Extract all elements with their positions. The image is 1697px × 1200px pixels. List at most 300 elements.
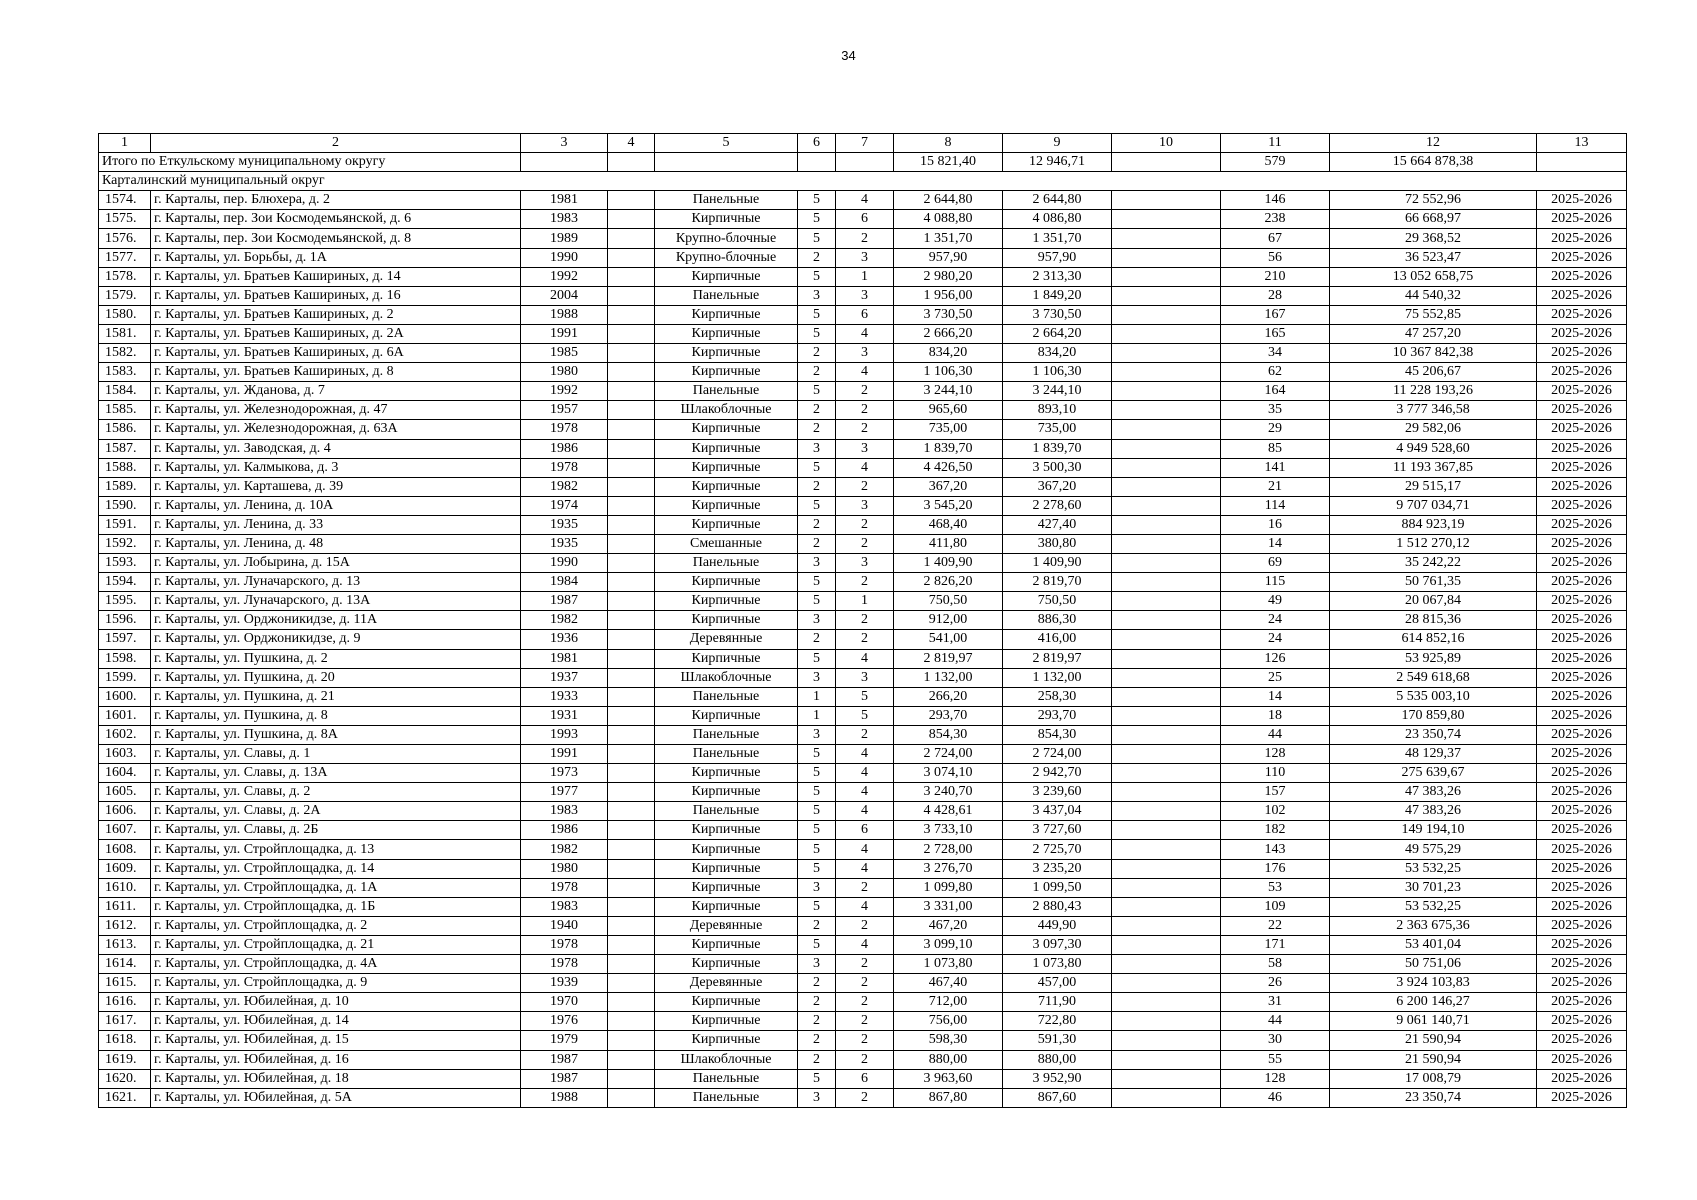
address: г. Карталы, ул. Братьев Кашириных, д. 2А — [151, 324, 521, 343]
summary-cell — [1537, 153, 1627, 172]
wall-material: Панельные — [655, 1069, 798, 1088]
year-renovated — [608, 611, 655, 630]
row-number: 1575. — [99, 210, 151, 229]
cost: 170 859,80 — [1330, 706, 1537, 725]
year-renovated — [608, 191, 655, 210]
row-number: 1599. — [99, 668, 151, 687]
col-10 — [1112, 458, 1221, 477]
total-area: 854,30 — [894, 725, 1003, 744]
floors: 2 — [798, 1012, 836, 1031]
residents: 110 — [1221, 764, 1330, 783]
year-renovated — [608, 725, 655, 744]
period: 2025-2026 — [1537, 477, 1627, 496]
entrances: 4 — [836, 897, 894, 916]
living-area: 880,00 — [1003, 1050, 1112, 1069]
row-number: 1603. — [99, 745, 151, 764]
year-renovated — [608, 630, 655, 649]
period: 2025-2026 — [1537, 821, 1627, 840]
floors: 2 — [798, 534, 836, 553]
year-renovated — [608, 267, 655, 286]
period: 2025-2026 — [1537, 458, 1627, 477]
row-number: 1615. — [99, 974, 151, 993]
total-area: 293,70 — [894, 706, 1003, 725]
table-row — [99, 878, 1627, 897]
period: 2025-2026 — [1537, 783, 1627, 802]
living-area: 3 500,30 — [1003, 458, 1112, 477]
summary-cell — [1112, 153, 1221, 172]
living-area: 427,40 — [1003, 515, 1112, 534]
residents: 55 — [1221, 1050, 1330, 1069]
residents: 18 — [1221, 706, 1330, 725]
year-renovated — [608, 783, 655, 802]
living-area: 380,80 — [1003, 534, 1112, 553]
table-row — [99, 267, 1627, 286]
period: 2025-2026 — [1537, 1069, 1627, 1088]
wall-material: Кирпичные — [655, 420, 798, 439]
period: 2025-2026 — [1537, 668, 1627, 687]
floors: 5 — [798, 305, 836, 324]
col-10 — [1112, 840, 1221, 859]
total-area: 2 728,00 — [894, 840, 1003, 859]
period: 2025-2026 — [1537, 859, 1627, 878]
row-number: 1608. — [99, 840, 151, 859]
living-area: 1 132,00 — [1003, 668, 1112, 687]
summary-cost: 15 664 878,38 — [1330, 153, 1537, 172]
residents: 167 — [1221, 305, 1330, 324]
year-renovated — [608, 668, 655, 687]
wall-material: Кирпичные — [655, 955, 798, 974]
period: 2025-2026 — [1537, 496, 1627, 515]
year-renovated — [608, 764, 655, 783]
row-number: 1580. — [99, 305, 151, 324]
row-number: 1602. — [99, 725, 151, 744]
year-built: 1957 — [521, 401, 608, 420]
total-area: 756,00 — [894, 1012, 1003, 1031]
year-built: 1936 — [521, 630, 608, 649]
wall-material: Кирпичные — [655, 324, 798, 343]
summary-row — [99, 153, 1627, 172]
total-area: 3 074,10 — [894, 764, 1003, 783]
entrances: 5 — [836, 687, 894, 706]
table-row — [99, 783, 1627, 802]
living-area: 3 952,90 — [1003, 1069, 1112, 1088]
year-renovated — [608, 515, 655, 534]
cost: 53 925,89 — [1330, 649, 1537, 668]
entrances: 6 — [836, 821, 894, 840]
year-built: 1940 — [521, 916, 608, 935]
entrances: 2 — [836, 1031, 894, 1050]
floors: 2 — [798, 477, 836, 496]
residents: 141 — [1221, 458, 1330, 477]
period: 2025-2026 — [1537, 344, 1627, 363]
year-built: 1991 — [521, 745, 608, 764]
year-renovated — [608, 248, 655, 267]
table-row — [99, 515, 1627, 534]
wall-material: Кирпичные — [655, 1012, 798, 1031]
total-area: 2 666,20 — [894, 324, 1003, 343]
living-area: 3 727,60 — [1003, 821, 1112, 840]
residents: 30 — [1221, 1031, 1330, 1050]
row-number: 1610. — [99, 878, 151, 897]
year-renovated — [608, 534, 655, 553]
col-10 — [1112, 859, 1221, 878]
wall-material: Кирпичные — [655, 878, 798, 897]
table-row — [99, 897, 1627, 916]
wall-material: Кирпичные — [655, 344, 798, 363]
floors: 5 — [798, 783, 836, 802]
total-area: 4 088,80 — [894, 210, 1003, 229]
floors: 5 — [798, 745, 836, 764]
period: 2025-2026 — [1537, 764, 1627, 783]
floors: 3 — [798, 439, 836, 458]
residents: 176 — [1221, 859, 1330, 878]
year-renovated — [608, 649, 655, 668]
year-renovated — [608, 897, 655, 916]
total-area: 3 244,10 — [894, 382, 1003, 401]
table-row — [99, 1012, 1627, 1031]
cost: 35 242,22 — [1330, 554, 1537, 573]
row-number: 1621. — [99, 1088, 151, 1107]
cost: 75 552,85 — [1330, 305, 1537, 324]
year-built: 1937 — [521, 668, 608, 687]
wall-material: Кирпичные — [655, 496, 798, 515]
row-number: 1604. — [99, 764, 151, 783]
cost: 30 701,23 — [1330, 878, 1537, 897]
row-number: 1581. — [99, 324, 151, 343]
col-10 — [1112, 420, 1221, 439]
column-number-row — [99, 134, 1627, 153]
wall-material: Кирпичные — [655, 363, 798, 382]
entrances: 2 — [836, 955, 894, 974]
total-area: 2 819,97 — [894, 649, 1003, 668]
residents: 16 — [1221, 515, 1330, 534]
col-10 — [1112, 344, 1221, 363]
cost: 48 129,37 — [1330, 745, 1537, 764]
entrances: 5 — [836, 706, 894, 725]
wall-material: Кирпичные — [655, 611, 798, 630]
period: 2025-2026 — [1537, 1031, 1627, 1050]
period: 2025-2026 — [1537, 802, 1627, 821]
wall-material: Кирпичные — [655, 993, 798, 1012]
col-10 — [1112, 706, 1221, 725]
living-area: 1 849,20 — [1003, 286, 1112, 305]
living-area: 3 097,30 — [1003, 935, 1112, 954]
residents: 102 — [1221, 802, 1330, 821]
summary-living-area: 12 946,71 — [1003, 153, 1112, 172]
wall-material: Кирпичные — [655, 439, 798, 458]
residents: 31 — [1221, 993, 1330, 1012]
total-area: 1 409,90 — [894, 554, 1003, 573]
total-area: 2 980,20 — [894, 267, 1003, 286]
cost: 50 751,06 — [1330, 955, 1537, 974]
table-row — [99, 840, 1627, 859]
period: 2025-2026 — [1537, 630, 1627, 649]
address: г. Карталы, ул. Братьев Кашириных, д. 2 — [151, 305, 521, 324]
address: г. Карталы, ул. Славы, д. 2А — [151, 802, 521, 821]
total-area: 4 426,50 — [894, 458, 1003, 477]
summary-cell — [655, 153, 798, 172]
address: г. Карталы, ул. Славы, д. 1 — [151, 745, 521, 764]
living-area: 449,90 — [1003, 916, 1112, 935]
section-title: Карталинский муниципальный округ — [99, 172, 1627, 191]
period: 2025-2026 — [1537, 401, 1627, 420]
living-area: 867,60 — [1003, 1088, 1112, 1107]
period: 2025-2026 — [1537, 955, 1627, 974]
living-area: 4 086,80 — [1003, 210, 1112, 229]
residents: 210 — [1221, 267, 1330, 286]
total-area: 3 545,20 — [894, 496, 1003, 515]
column-number: 7 — [836, 134, 894, 153]
entrances: 3 — [836, 554, 894, 573]
total-area: 1 099,80 — [894, 878, 1003, 897]
floors: 5 — [798, 649, 836, 668]
summary-cell — [836, 153, 894, 172]
entrances: 3 — [836, 439, 894, 458]
year-built: 1984 — [521, 573, 608, 592]
table-row — [99, 935, 1627, 954]
col-10 — [1112, 554, 1221, 573]
table-row — [99, 859, 1627, 878]
wall-material: Кирпичные — [655, 783, 798, 802]
total-area: 367,20 — [894, 477, 1003, 496]
column-number: 4 — [608, 134, 655, 153]
wall-material: Панельные — [655, 802, 798, 821]
entrances: 2 — [836, 382, 894, 401]
table-row — [99, 706, 1627, 725]
wall-material: Кирпичные — [655, 821, 798, 840]
residents: 56 — [1221, 248, 1330, 267]
col-10 — [1112, 649, 1221, 668]
year-built: 1979 — [521, 1031, 608, 1050]
living-area: 2 819,70 — [1003, 573, 1112, 592]
col-10 — [1112, 573, 1221, 592]
wall-material: Кирпичные — [655, 305, 798, 324]
entrances: 4 — [836, 191, 894, 210]
total-area: 3 276,70 — [894, 859, 1003, 878]
table-row — [99, 611, 1627, 630]
address: г. Карталы, ул. Ленина, д. 48 — [151, 534, 521, 553]
residents: 26 — [1221, 974, 1330, 993]
address: г. Карталы, ул. Лобырина, д. 15А — [151, 554, 521, 573]
address: г. Карталы, ул. Железнодорожная, д. 63А — [151, 420, 521, 439]
residents: 24 — [1221, 630, 1330, 649]
col-10 — [1112, 1012, 1221, 1031]
entrances: 4 — [836, 745, 894, 764]
period: 2025-2026 — [1537, 554, 1627, 573]
floors: 1 — [798, 706, 836, 725]
year-renovated — [608, 554, 655, 573]
floors: 2 — [798, 630, 836, 649]
residents: 49 — [1221, 592, 1330, 611]
period: 2025-2026 — [1537, 210, 1627, 229]
year-renovated — [608, 592, 655, 611]
living-area: 3 244,10 — [1003, 382, 1112, 401]
address: г. Карталы, ул. Заводская, д. 4 — [151, 439, 521, 458]
address: г. Карталы, ул. Пушкина, д. 2 — [151, 649, 521, 668]
entrances: 2 — [836, 1088, 894, 1107]
address: г. Карталы, ул. Луначарского, д. 13А — [151, 592, 521, 611]
cost: 50 761,35 — [1330, 573, 1537, 592]
year-renovated — [608, 286, 655, 305]
wall-material: Панельные — [655, 286, 798, 305]
col-10 — [1112, 382, 1221, 401]
period: 2025-2026 — [1537, 1012, 1627, 1031]
column-number: 10 — [1112, 134, 1221, 153]
total-area: 467,40 — [894, 974, 1003, 993]
table-row — [99, 630, 1627, 649]
col-10 — [1112, 515, 1221, 534]
year-built: 1933 — [521, 687, 608, 706]
year-renovated — [608, 344, 655, 363]
entrances: 2 — [836, 630, 894, 649]
living-area: 1 409,90 — [1003, 554, 1112, 573]
floors: 3 — [798, 725, 836, 744]
year-built: 1978 — [521, 878, 608, 897]
cost: 36 523,47 — [1330, 248, 1537, 267]
floors: 5 — [798, 210, 836, 229]
row-number: 1616. — [99, 993, 151, 1012]
total-area: 1 956,00 — [894, 286, 1003, 305]
table-row — [99, 458, 1627, 477]
living-area: 3 730,50 — [1003, 305, 1112, 324]
living-area: 854,30 — [1003, 725, 1112, 744]
entrances: 6 — [836, 210, 894, 229]
cost: 47 383,26 — [1330, 802, 1537, 821]
wall-material: Крупно-блочные — [655, 248, 798, 267]
floors: 5 — [798, 458, 836, 477]
residents: 46 — [1221, 1088, 1330, 1107]
period: 2025-2026 — [1537, 611, 1627, 630]
year-built: 1970 — [521, 993, 608, 1012]
year-renovated — [608, 1012, 655, 1031]
entrances: 4 — [836, 764, 894, 783]
year-built: 2004 — [521, 286, 608, 305]
period: 2025-2026 — [1537, 993, 1627, 1012]
living-area: 2 313,30 — [1003, 267, 1112, 286]
col-10 — [1112, 477, 1221, 496]
address: г. Карталы, ул. Братьев Кашириных, д. 14 — [151, 267, 521, 286]
row-number: 1586. — [99, 420, 151, 439]
total-area: 2 724,00 — [894, 745, 1003, 764]
living-area: 367,20 — [1003, 477, 1112, 496]
entrances: 2 — [836, 611, 894, 630]
table-row — [99, 496, 1627, 515]
living-area: 3 437,04 — [1003, 802, 1112, 821]
wall-material: Кирпичные — [655, 210, 798, 229]
row-number: 1601. — [99, 706, 151, 725]
cost: 614 852,16 — [1330, 630, 1537, 649]
year-built: 1983 — [521, 210, 608, 229]
residents: 14 — [1221, 687, 1330, 706]
wall-material: Панельные — [655, 191, 798, 210]
cost: 53 401,04 — [1330, 935, 1537, 954]
year-built: 1976 — [521, 1012, 608, 1031]
row-number: 1611. — [99, 897, 151, 916]
table-row — [99, 573, 1627, 592]
floors: 2 — [798, 515, 836, 534]
period: 2025-2026 — [1537, 687, 1627, 706]
total-area: 965,60 — [894, 401, 1003, 420]
summary-cell — [521, 153, 608, 172]
address: г. Карталы, ул. Братьев Кашириных, д. 16 — [151, 286, 521, 305]
residents: 146 — [1221, 191, 1330, 210]
wall-material: Панельные — [655, 382, 798, 401]
cost: 149 194,10 — [1330, 821, 1537, 840]
column-number: 12 — [1330, 134, 1537, 153]
summary-residents: 579 — [1221, 153, 1330, 172]
table-row — [99, 305, 1627, 324]
col-10 — [1112, 611, 1221, 630]
col-10 — [1112, 916, 1221, 935]
col-10 — [1112, 534, 1221, 553]
page-number: 34 — [841, 48, 856, 63]
floors: 2 — [798, 1050, 836, 1069]
year-renovated — [608, 687, 655, 706]
address: г. Карталы, ул. Юбилейная, д. 14 — [151, 1012, 521, 1031]
wall-material: Кирпичные — [655, 935, 798, 954]
wall-material: Кирпичные — [655, 458, 798, 477]
address: г. Карталы, ул. Пушкина, д. 21 — [151, 687, 521, 706]
year-built: 1989 — [521, 229, 608, 248]
year-renovated — [608, 229, 655, 248]
column-number: 8 — [894, 134, 1003, 153]
entrances: 2 — [836, 515, 894, 534]
residents: 25 — [1221, 668, 1330, 687]
period: 2025-2026 — [1537, 439, 1627, 458]
year-built: 1931 — [521, 706, 608, 725]
address: г. Карталы, ул. Стройплощадка, д. 2 — [151, 916, 521, 935]
total-area: 1 839,70 — [894, 439, 1003, 458]
col-10 — [1112, 286, 1221, 305]
year-built: 1939 — [521, 974, 608, 993]
table-row — [99, 286, 1627, 305]
cost: 3 777 346,58 — [1330, 401, 1537, 420]
year-renovated — [608, 916, 655, 935]
year-renovated — [608, 324, 655, 343]
cost: 1 512 270,12 — [1330, 534, 1537, 553]
year-built: 1986 — [521, 821, 608, 840]
row-number: 1606. — [99, 802, 151, 821]
table-row — [99, 477, 1627, 496]
col-10 — [1112, 1069, 1221, 1088]
year-built: 1990 — [521, 248, 608, 267]
year-built: 1985 — [521, 344, 608, 363]
total-area: 2 826,20 — [894, 573, 1003, 592]
residents: 21 — [1221, 477, 1330, 496]
entrances: 4 — [836, 859, 894, 878]
residents: 126 — [1221, 649, 1330, 668]
living-area: 2 819,97 — [1003, 649, 1112, 668]
table-row — [99, 401, 1627, 420]
wall-material: Шлакоблочные — [655, 1050, 798, 1069]
cost: 23 350,74 — [1330, 725, 1537, 744]
residents: 85 — [1221, 439, 1330, 458]
wall-material: Кирпичные — [655, 573, 798, 592]
floors: 2 — [798, 344, 836, 363]
residents: 22 — [1221, 916, 1330, 935]
col-10 — [1112, 496, 1221, 515]
period: 2025-2026 — [1537, 573, 1627, 592]
living-area: 735,00 — [1003, 420, 1112, 439]
year-built: 1982 — [521, 611, 608, 630]
address: г. Карталы, ул. Юбилейная, д. 16 — [151, 1050, 521, 1069]
entrances: 4 — [836, 935, 894, 954]
residents: 35 — [1221, 401, 1330, 420]
address: г. Карталы, ул. Пушкина, д. 8А — [151, 725, 521, 744]
col-10 — [1112, 1031, 1221, 1050]
year-built: 1991 — [521, 324, 608, 343]
address: г. Карталы, ул. Орджоникидзе, д. 9 — [151, 630, 521, 649]
